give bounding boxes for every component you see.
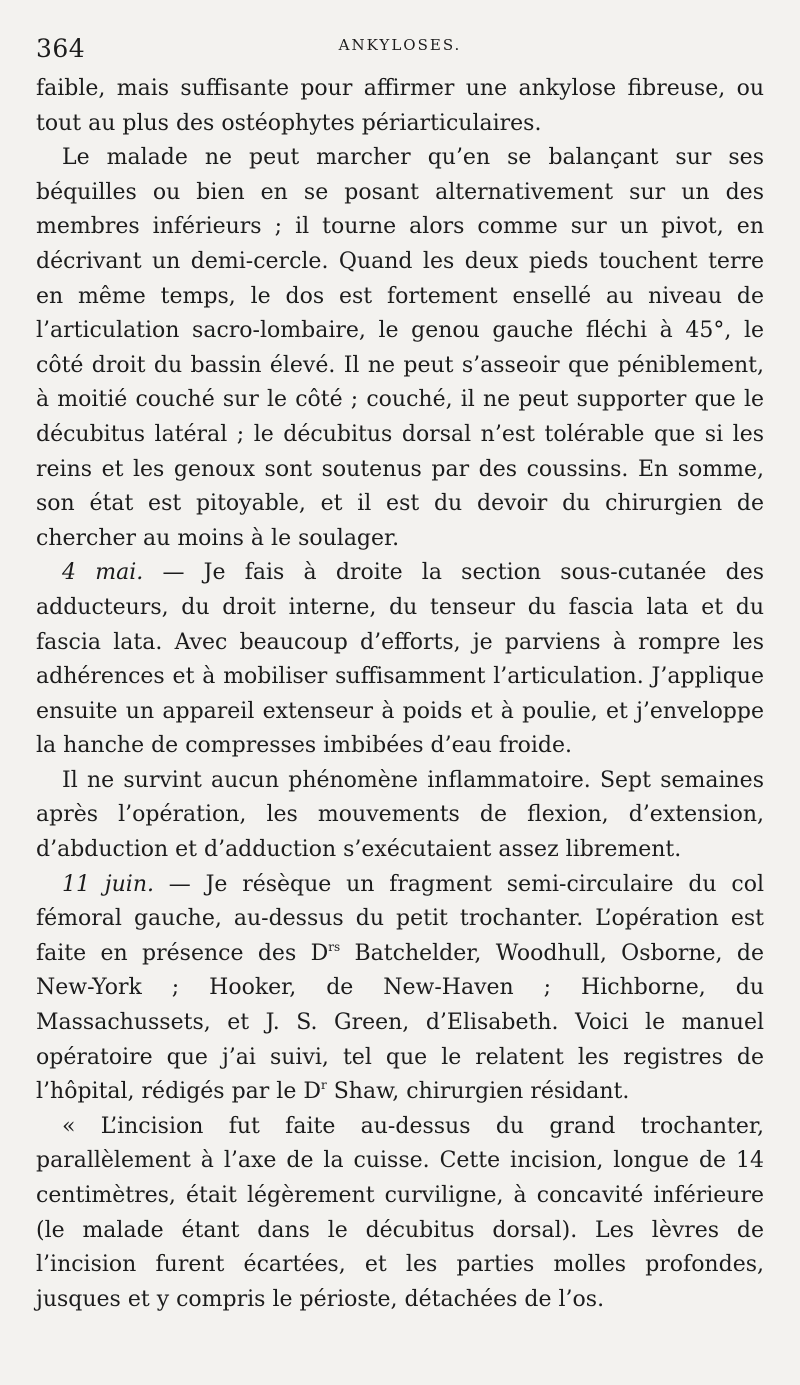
page-number: 364 bbox=[36, 34, 86, 63]
superscript: rs bbox=[328, 939, 341, 954]
paragraph-quotation bbox=[36, 1110, 764, 1318]
paragraph-text: « L’incision fut faite au-dessus du grand trochanter, parallèlement à l’axe de la cuisse. Cette incision, longue de 14 centimètres, était légèrement curviligne, à concavité inférieure (le malade étant dans le décubitus dorsal). Les lèvres de l’incision furent écartées, et les parties molles profondes, jusques et y compris le périoste, détachées de l’os. bbox=[36, 1113, 764, 1312]
paragraph-text: Batchelder, Woodhull, Osborne, de New-York ; Hooker, de New-Haven ; Hichborne, du Massachussets, et J. S. Green, d’Elisabeth. Voici le manuel opératoire que j’ai suivi, tel que le relatent les registres de l’hôpital, rédigés par le D bbox=[36, 940, 764, 1105]
superscript: r bbox=[320, 1078, 327, 1093]
paragraph bbox=[36, 141, 764, 556]
paragraph-text: Shaw, chirurgien résidant. bbox=[326, 1079, 630, 1105]
paragraph-continuation bbox=[36, 72, 764, 141]
paragraph-dated bbox=[36, 556, 764, 764]
page-header bbox=[36, 28, 764, 72]
body-text bbox=[36, 72, 764, 1317]
paragraph-text: faible, mais suffisante pour affirmer une ankylose fibreuse, ou tout au plus des ostéophytes périarticulaires. bbox=[36, 76, 764, 136]
paragraph-text: Il ne survint aucun phénomène inflammatoire. Sept semaines après l’opération, les mouvements de flexion, d’extension, d’abduction et d’adduction s’exécutaient assez librement. bbox=[36, 767, 764, 863]
paragraph-text: — Je fais à droite la section sous-cutanée des adducteurs, du droit interne, du tenseur du fascia lata et du fascia lata. Avec beaucoup d’efforts, je parviens à rompre les adhérences et à mobiliser suffisamment l’articulation. J’applique ensuite un appareil extenseur à poids et à poulie, et j’enveloppe la hanche de compresses imbibées d’eau froide. bbox=[36, 560, 765, 759]
paragraph bbox=[36, 764, 764, 868]
entry-date: 4 mai. bbox=[62, 560, 144, 586]
running-head: ANKYLOSES. bbox=[338, 36, 462, 54]
paragraph-dated bbox=[36, 868, 764, 1110]
paragraph-text: — Je résèque un fragment semi-circulaire du col fémoral gauche, au-dessus du petit trochanter. L’opération est faite en présence des D bbox=[36, 871, 764, 966]
paragraph-text: Le malade ne peut marcher qu’en se balançant sur ses béquilles ou bien en se posant alternativement sur un des membres inférieurs ; il tourne alors comme sur un pivot, en décrivant un demi-cercle. Quand les deux pieds touchent terre en même temps, le dos est fortement ensellé au niveau de l’articulation sacro-lombaire, le genou gauche fléchi à 45°, le côté droit du bassin élevé. Il ne peut s’asseoir que péniblement, à moitié couché sur le côté ; couché, il ne peut supporter que le décubitus latéral ; le décubitus dorsal n’est tolérable que si les reins et les genoux sont soutenus par des coussins. En somme, son état est pitoyable, et il est du devoir du chirurgien de chercher au moins à le soulager. bbox=[36, 145, 764, 551]
entry-date: 11 juin. bbox=[62, 871, 154, 897]
